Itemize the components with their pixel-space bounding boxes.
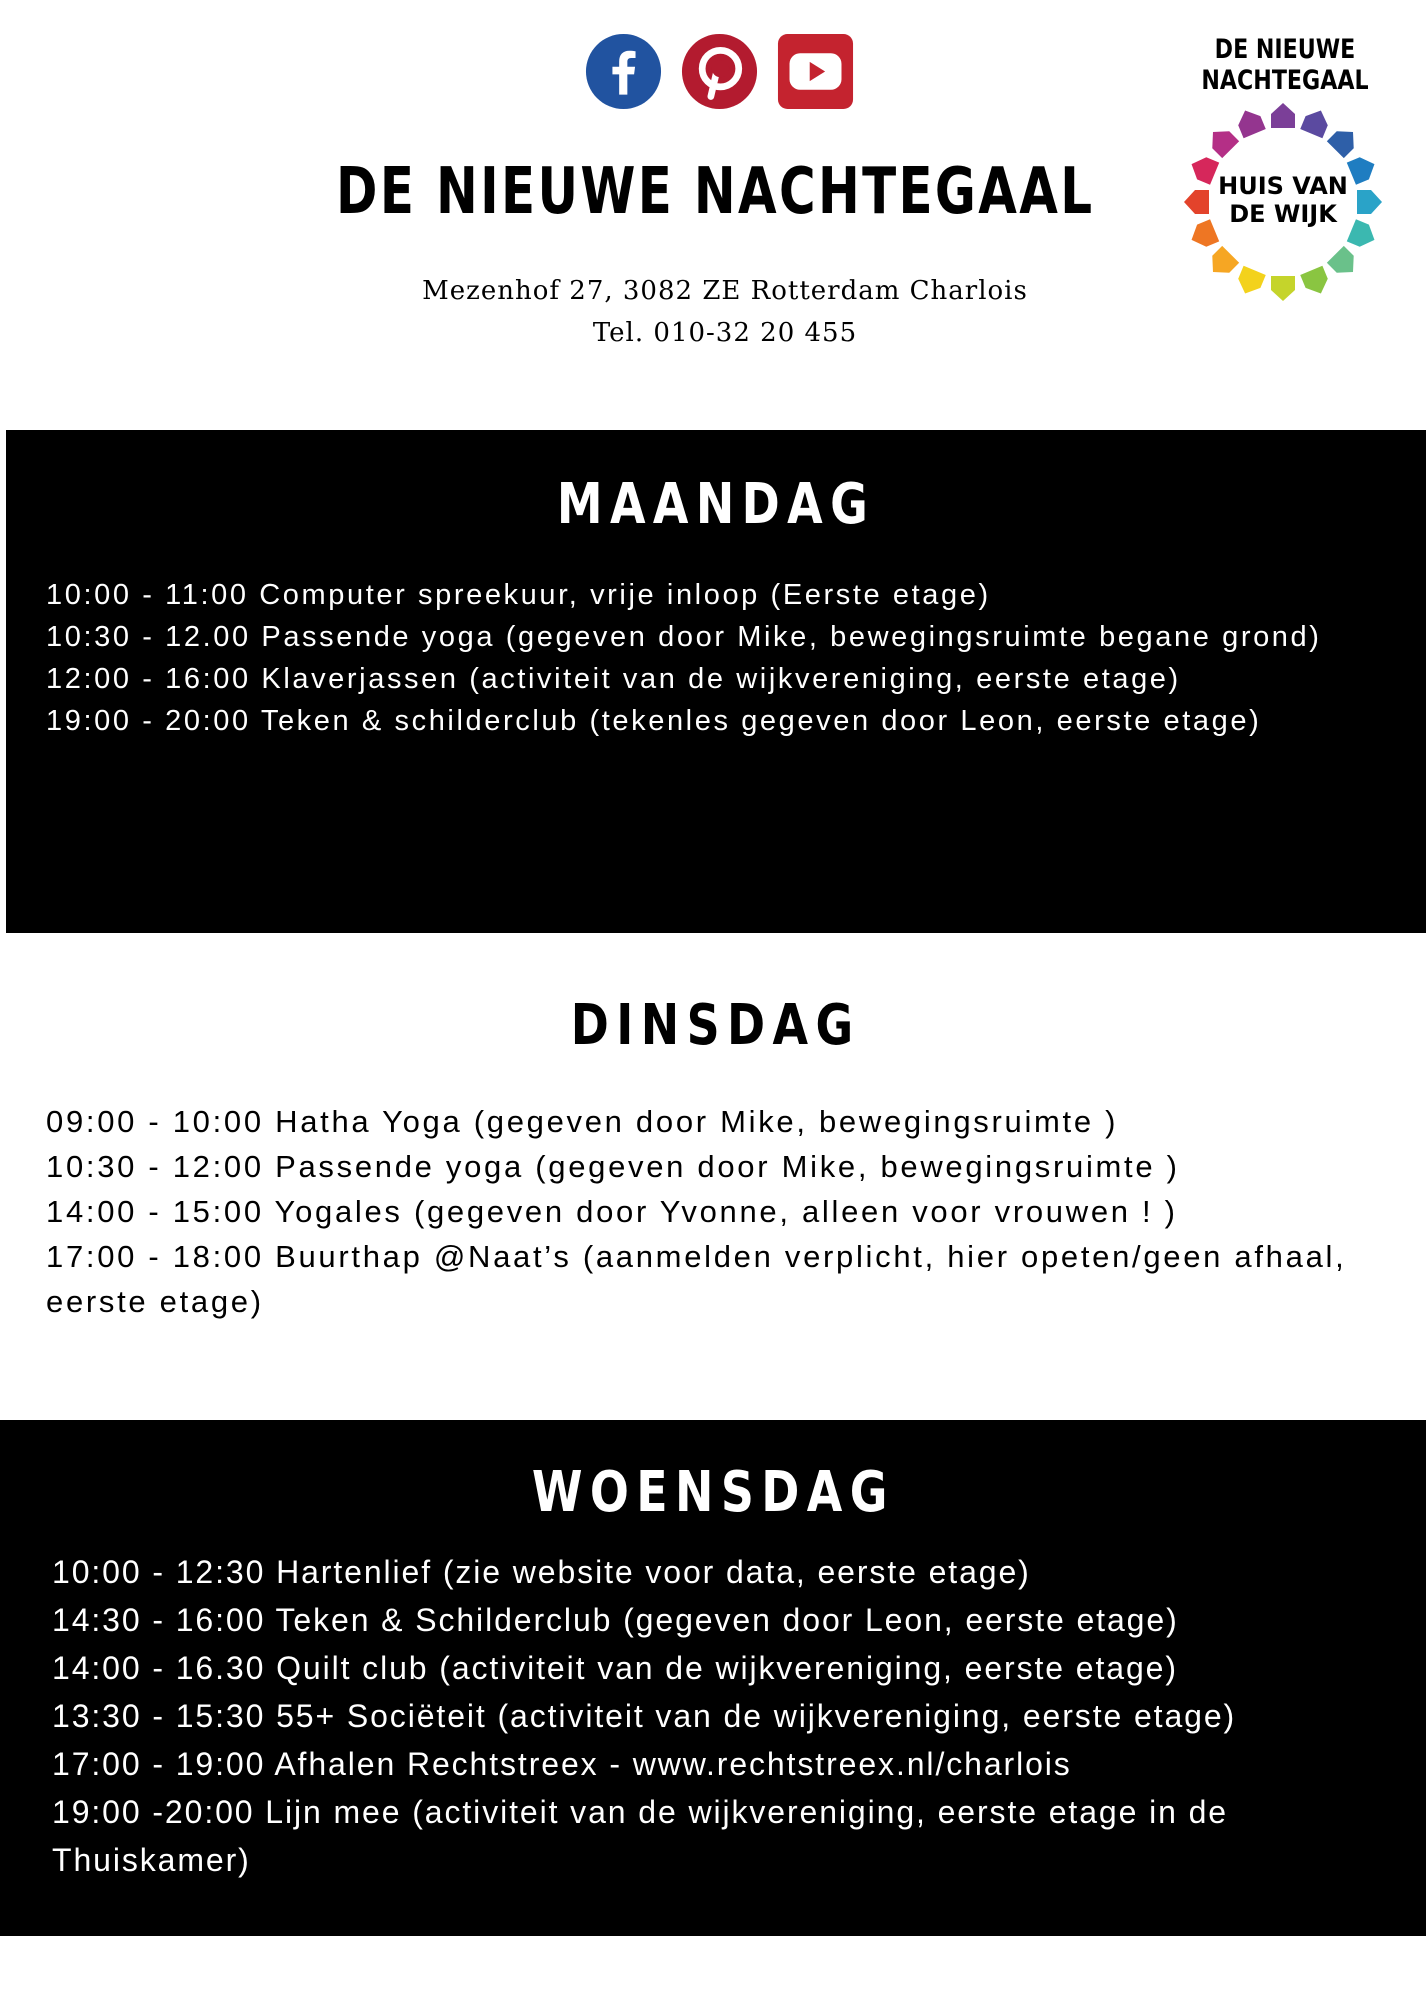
day-title-wednesday-text: WOENSDAG <box>531 1460 895 1525</box>
logo-house-shape <box>1234 106 1266 138</box>
activity-item: 09:00 - 10:00 Hatha Yoga (gegeven door Mike, bewegingsruimte ) <box>46 1104 1119 1139</box>
youtube-icon[interactable] <box>777 33 854 110</box>
activity-item: 10:00 - 12:30 Hartenlief (zie website voor data, eerste etage) <box>52 1554 1031 1590</box>
social-links <box>585 33 854 110</box>
logo-house-shape <box>1187 219 1219 251</box>
facebook-icon[interactable] <box>585 33 662 110</box>
activity-item: 17:00 - 19:00 Afhalen Rechtstreex - www.rechtstreex.nl/charlois <box>52 1746 1072 1782</box>
wednesday-section <box>0 1420 1426 1936</box>
logo-name-line1: DE NIEUWE <box>1214 34 1356 65</box>
activity-item: 17:00 - 18:00 Buurthap @Naat’s (aanmelden verplicht, hier opeten/geen afhaal, eerste etage) <box>46 1239 1347 1319</box>
logo-house-shape <box>1327 246 1362 281</box>
logo-house-shape <box>1347 153 1379 185</box>
logo-house-shape <box>1357 190 1382 214</box>
wednesday-activities <box>52 1548 1416 1884</box>
logo-house-shape <box>1187 153 1219 185</box>
activity-item: 19:00 -20:00 Lijn mee (activiteit van de wijkvereniging, eerste etage in de Thuiskamer) <box>52 1794 1228 1878</box>
tuesday-section <box>6 933 1426 1420</box>
day-title-wednesday <box>0 1460 1426 1525</box>
page-title-text: DE NIEUWE NACHTEGAAL <box>336 155 1095 229</box>
logo-house-shape <box>1234 266 1266 298</box>
logo-house-shape <box>1300 266 1332 298</box>
tuesday-activities <box>46 1099 1416 1324</box>
day-title-monday-text: MAANDAG <box>556 472 876 537</box>
page-title <box>159 155 1271 229</box>
activity-item: 10:30 - 12:00 Passende yoga (gegeven door Mike, bewegingsruimte ) <box>46 1149 1180 1184</box>
logo-name <box>1199 34 1371 96</box>
activity-item: 13:30 - 15:30 55+ Sociëteit (activiteit van de wijkvereniging, eerste etage) <box>52 1698 1237 1734</box>
monday-section <box>6 430 1426 933</box>
activity-item: 14:00 - 16.30 Quilt club (activiteit van de wijkvereniging, eerste etage) <box>52 1650 1178 1686</box>
logo <box>1180 34 1390 304</box>
logo-house-shape <box>1271 276 1295 301</box>
pinterest-icon[interactable] <box>681 33 758 110</box>
logo-house-shape <box>1271 103 1295 128</box>
logo-name-line2: NACHTEGAAL <box>1201 65 1369 96</box>
activity-item: 14:30 - 16:00 Teken & Schilderclub (gegeven door Leon, eerste etage) <box>52 1602 1179 1638</box>
activity-item: 19:00 - 20:00 Teken & schilderclub (tekenles gegeven door Leon, eerste etage) <box>46 705 1262 737</box>
address-line: Mezenhof 27, 3082 ZE Rotterdam Charlois <box>422 276 1028 306</box>
phone-line: Tel. 010-32 20 455 <box>592 318 858 348</box>
logo-badge-line2: DE WIJK <box>1229 200 1337 228</box>
activity-item: 10:30 - 12.00 Passende yoga (gegeven door Mike, bewegingsruimte begane grond) <box>46 621 1322 653</box>
day-title-tuesday <box>6 993 1426 1058</box>
logo-badge-line1: HUIS VAN <box>1218 172 1348 200</box>
logo-house-shape <box>1184 190 1209 214</box>
logo-house-shape <box>1347 219 1379 251</box>
logo-house-shape <box>1327 124 1362 159</box>
huis-van-de-wijk-logo <box>1181 100 1386 305</box>
activity-item: 10:00 - 11:00 Computer spreekuur, vrije inloop (Eerste etage) <box>46 579 991 611</box>
monday-activities <box>46 574 1416 742</box>
activity-item: 12:00 - 16:00 Klaverjassen (activiteit van de wijkvereniging, eerste etage) <box>46 663 1181 695</box>
logo-house-shape <box>1205 246 1240 281</box>
logo-house-shape <box>1205 124 1240 159</box>
activity-item: 14:00 - 15:00 Yogales (gegeven door Yvonne, alleen voor vrouwen ! ) <box>46 1194 1178 1229</box>
day-title-monday <box>6 472 1426 537</box>
day-title-tuesday-text: DINSDAG <box>571 993 861 1058</box>
logo-house-shape <box>1300 106 1332 138</box>
